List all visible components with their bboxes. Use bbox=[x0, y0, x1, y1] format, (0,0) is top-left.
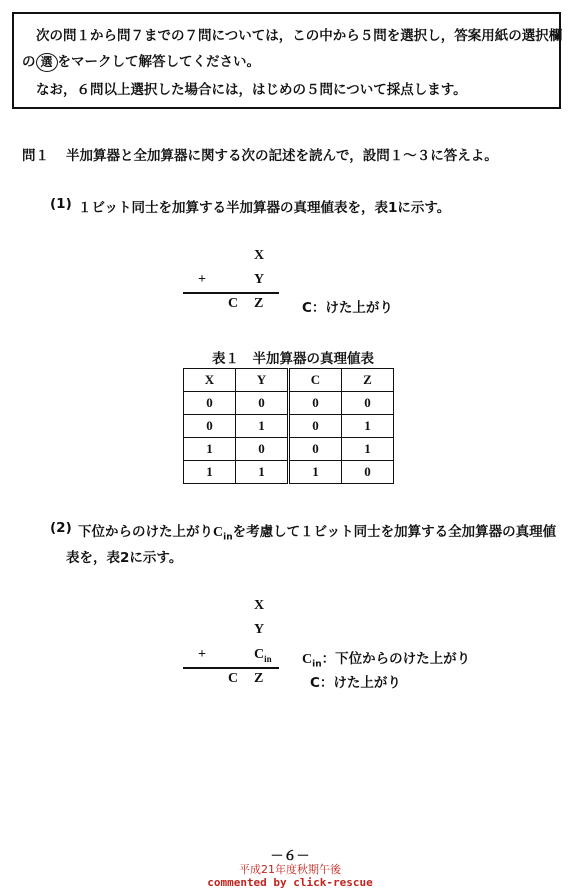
table-cell: 0 bbox=[289, 438, 342, 461]
table-cell: 1 bbox=[236, 415, 289, 438]
part2-text-suffix: を考慮して１ビット同士を加算する全加算器の真理値 bbox=[232, 524, 557, 540]
table-cell: 1 bbox=[236, 461, 289, 484]
full-adder-x: X bbox=[254, 598, 265, 613]
part2-text-prefix: 下位からのけた上がり bbox=[78, 524, 213, 540]
full-adder-note-cin bbox=[302, 647, 470, 670]
full-adder-sum-line bbox=[183, 667, 279, 669]
cin-symbol: C bbox=[213, 525, 224, 540]
cin-subscript: in bbox=[223, 532, 233, 543]
half-adder-plus: + bbox=[198, 272, 206, 287]
full-adder-note-c: C：けた上がり bbox=[310, 675, 401, 691]
part1-text: １ビット同士を加算する半加算器の真理値表を，表1に示す。 bbox=[78, 200, 451, 216]
full-adder-cin bbox=[254, 647, 272, 664]
table-row bbox=[184, 392, 394, 415]
table-cell: 0 bbox=[342, 392, 394, 415]
table-cell: 0 bbox=[184, 392, 236, 415]
select-mark-icon: 選 bbox=[36, 53, 58, 72]
instruction-line-2-prefix: の bbox=[22, 54, 36, 70]
half-adder-c: C bbox=[228, 296, 239, 311]
table-cell: 1 bbox=[342, 415, 394, 438]
full-adder-cin-main: C bbox=[254, 647, 265, 662]
table-header-row bbox=[184, 369, 394, 392]
part2-label: (2) bbox=[50, 520, 72, 536]
table-row bbox=[184, 461, 394, 484]
question-number: 問１ bbox=[22, 148, 49, 164]
full-adder-cin-sub: in bbox=[264, 653, 272, 664]
table-cell: 1 bbox=[342, 438, 394, 461]
half-adder-sum-line bbox=[183, 292, 279, 294]
instruction-line-3: なお，６問以上選択した場合には，はじめの５問について採点します。 bbox=[36, 82, 467, 98]
table-cell: 0 bbox=[289, 392, 342, 415]
instruction-line-1: 次の問１から問７までの７問については，この中から５問を選択し，答案用紙の選択欄 bbox=[36, 28, 563, 44]
full-adder-plus: + bbox=[198, 647, 206, 662]
half-adder-truth-table bbox=[183, 368, 394, 484]
exam-session: 平成21年度秋期午後 bbox=[239, 863, 341, 876]
table-cell: 0 bbox=[184, 415, 236, 438]
half-adder-z: Z bbox=[254, 296, 264, 311]
table-cell: 1 bbox=[184, 438, 236, 461]
table-row bbox=[184, 415, 394, 438]
table1-caption: 表１ 半加算器の真理値表 bbox=[212, 351, 374, 367]
part2-text-line2: 表を，表2に示す。 bbox=[66, 550, 183, 566]
question-text: 半加算器と全加算器に関する次の記述を読んで，設問１～３に答えよ。 bbox=[66, 148, 498, 164]
table-cell: 1 bbox=[289, 461, 342, 484]
table-cell: 0 bbox=[236, 392, 289, 415]
half-adder-note: C：けた上がり bbox=[302, 300, 393, 316]
full-adder-z: Z bbox=[254, 671, 264, 686]
header-z: Z bbox=[342, 369, 394, 392]
part1-label: (1) bbox=[50, 196, 72, 212]
header-x: X bbox=[184, 369, 236, 392]
table-row bbox=[184, 438, 394, 461]
page-number: －６－ bbox=[270, 849, 310, 864]
table-cell: 0 bbox=[289, 415, 342, 438]
credit-line: commented by click-rescue bbox=[207, 876, 373, 889]
table-cell: 0 bbox=[342, 461, 394, 484]
half-adder-x: X bbox=[254, 248, 265, 263]
header-c: C bbox=[289, 369, 342, 392]
note-cin-sub: in bbox=[312, 659, 322, 670]
note-cin-main: C bbox=[302, 652, 313, 667]
part2-text bbox=[78, 520, 556, 543]
instruction-line-2 bbox=[22, 50, 260, 72]
full-adder-y: Y bbox=[254, 622, 265, 637]
half-adder-y: Y bbox=[254, 272, 265, 287]
full-adder-c: C bbox=[228, 671, 239, 686]
instruction-line-2-suffix: をマークして解答してください。 bbox=[57, 54, 260, 70]
note-cin-rest: ：下位からのけた上がり bbox=[321, 651, 471, 667]
table-cell: 0 bbox=[236, 438, 289, 461]
header-y: Y bbox=[236, 369, 289, 392]
table-cell: 1 bbox=[184, 461, 236, 484]
